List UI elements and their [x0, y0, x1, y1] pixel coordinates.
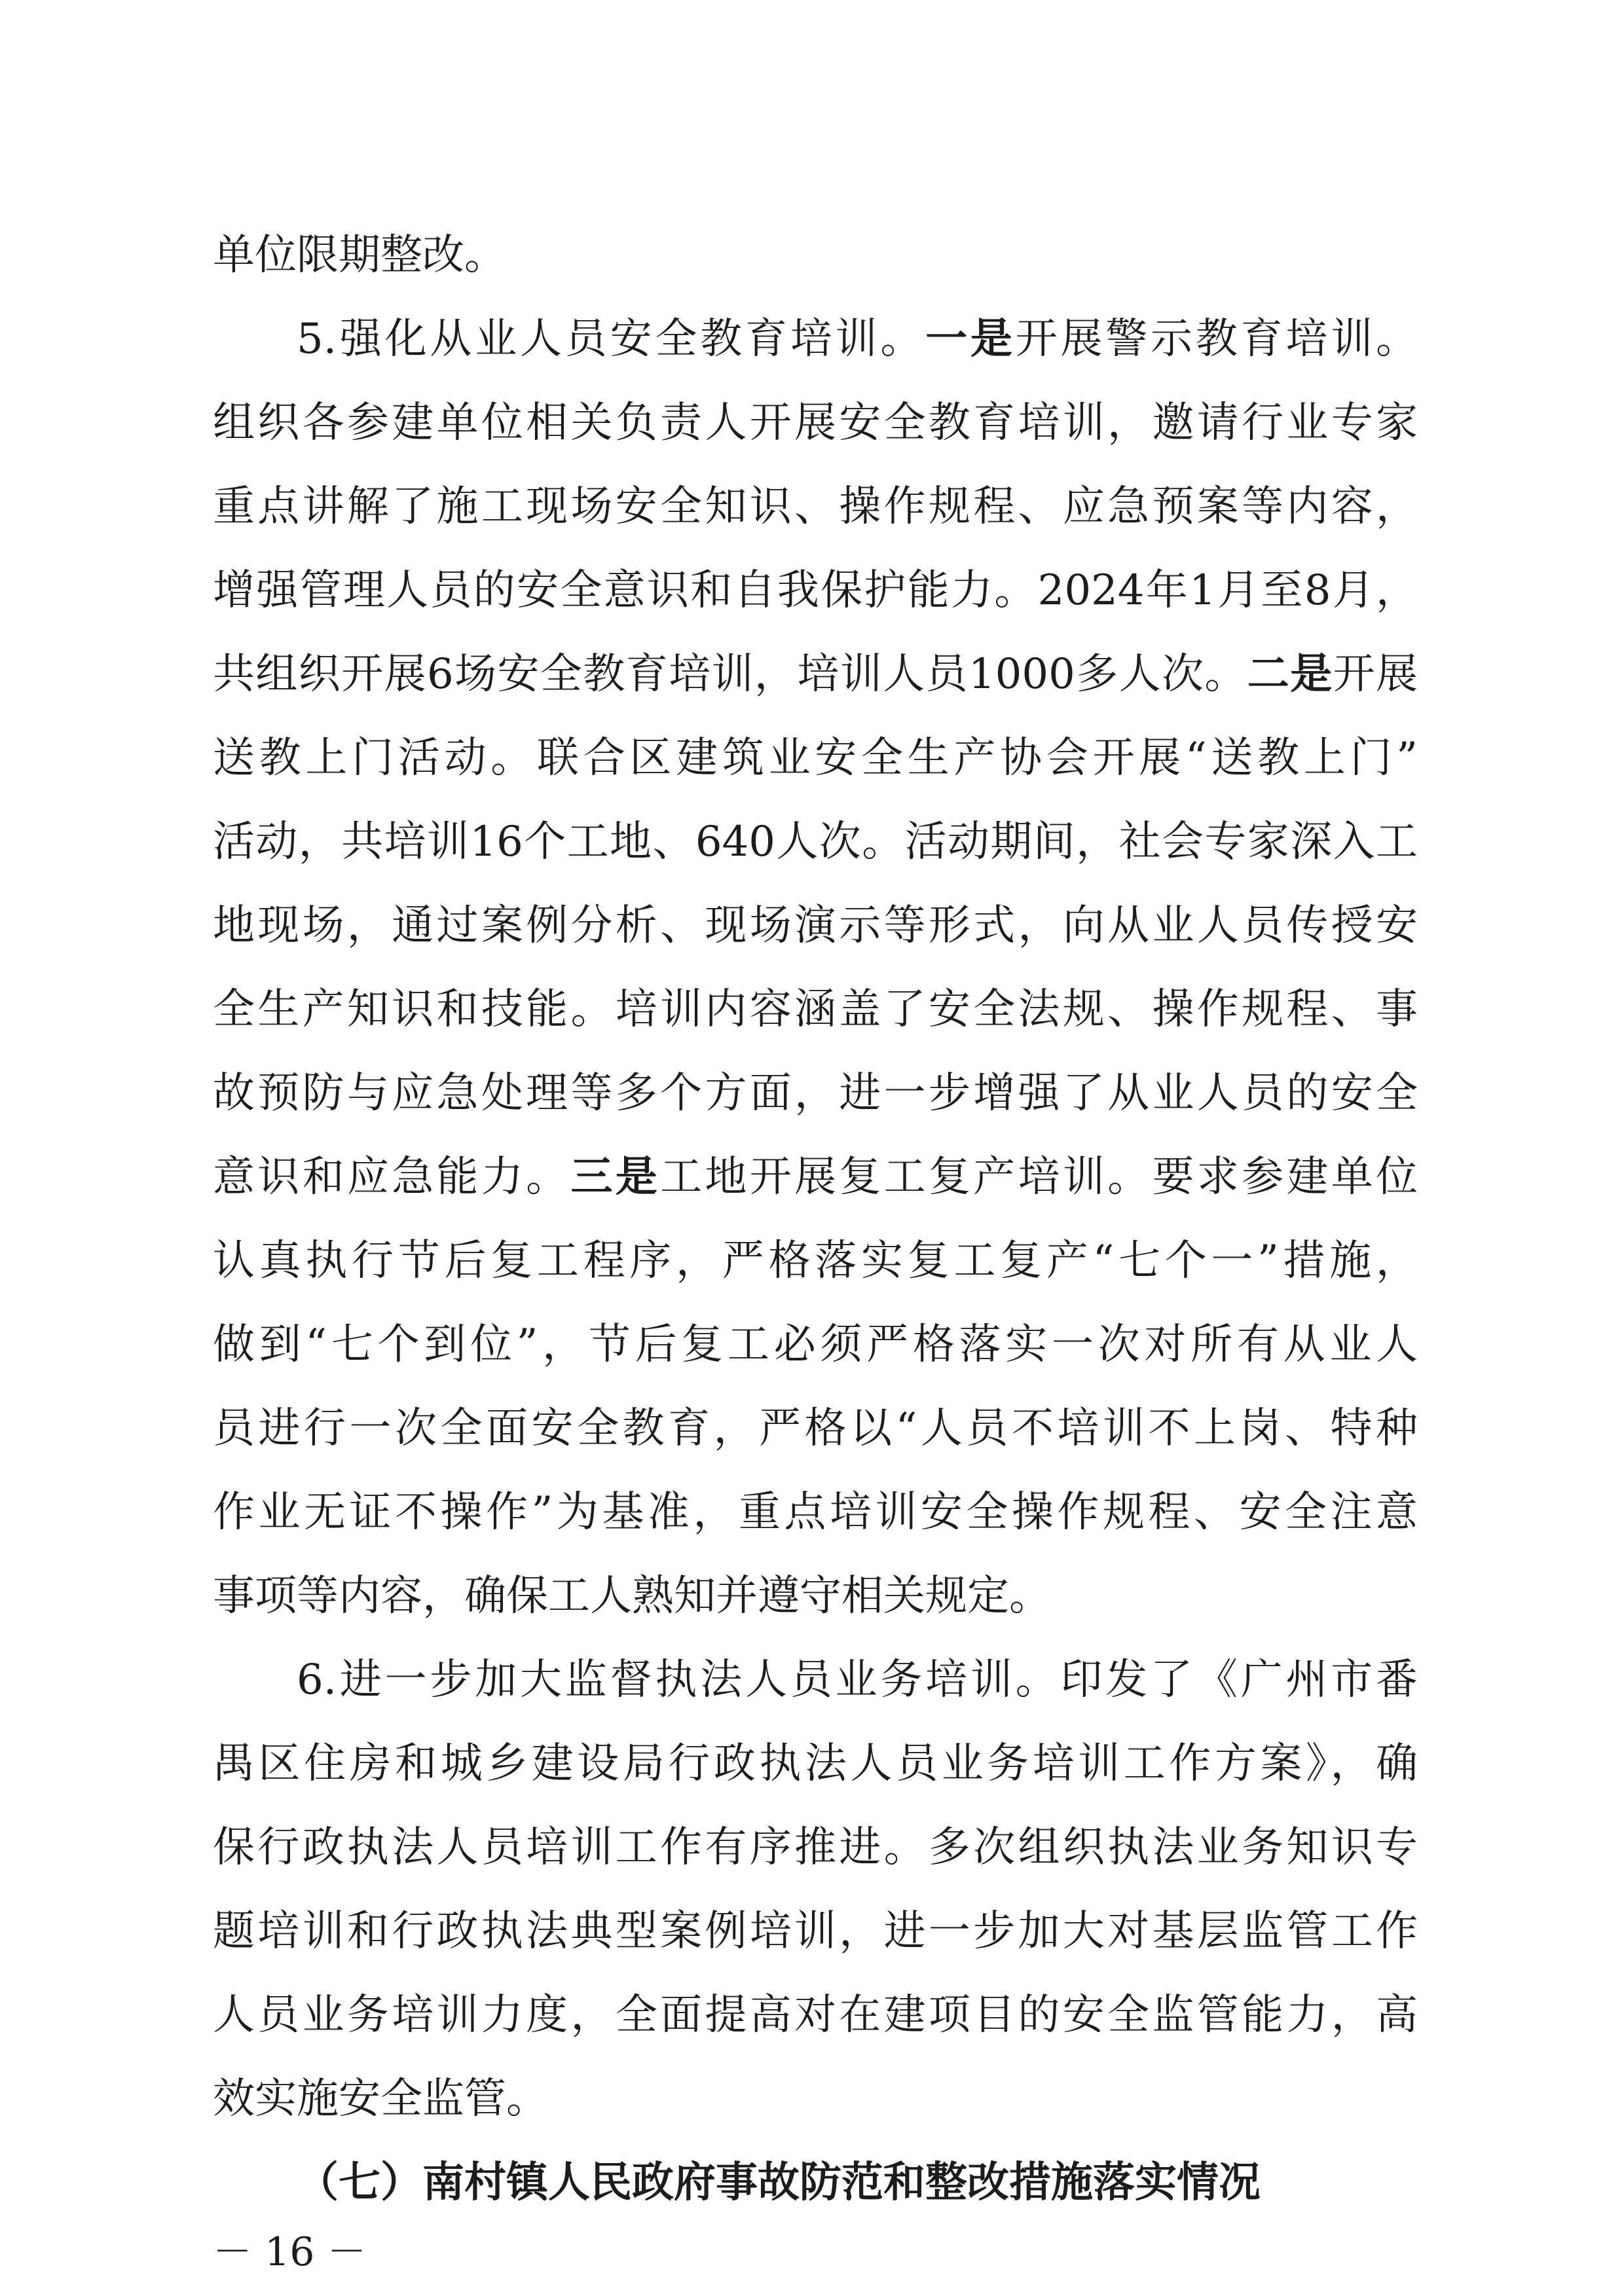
paragraph-line: 做到“七个到位”，节后复工必须严格落实一次对所有从业人: [213, 1321, 1418, 1369]
paragraph-line: 地现场，通过案例分析、现场演示等形式，向从业人员传授安: [213, 902, 1418, 950]
page-number: － 16 －: [213, 2229, 367, 2275]
paragraph-line: 意识和应急能力。三是工地开展复工复产培训。要求参建单位: [213, 1152, 1418, 1201]
paragraph-line: 单位限期整改。: [213, 231, 506, 280]
paragraph-line: 组织各参建单位相关负责人开展安全教育培训，邀请行业专家: [213, 399, 1418, 447]
paragraph-line: 事项等内容，确保工人熟知并遵守相关规定。: [213, 1572, 1051, 1620]
paragraph-line: 人员业务培训力度，全面提高对在建项目的安全监管能力，高: [213, 1991, 1418, 2039]
section-heading: （七）南村镇人民政府事故防范和整改措施落实情况: [297, 2158, 1261, 2207]
paragraph-line: 效实施安全监管。: [213, 2075, 548, 2123]
emphasis-text: 三是: [570, 1152, 661, 1201]
emphasis-text: 一是: [925, 314, 1016, 363]
emphasis-text: 二是: [1247, 649, 1333, 699]
paragraph-line: 重点讲解了施工现场安全知识、操作规程、应急预案等内容，: [213, 483, 1418, 531]
paragraph-line: 全生产知识和技能。培训内容涵盖了安全法规、操作规程、事: [213, 985, 1418, 1034]
paragraph-line: 认真执行节后复工程序，严格落实复工复产“七个一”措施，: [213, 1237, 1418, 1285]
paragraph-line: 保行政执法人员培训工作有序推进。多次组织执法业务知识专: [213, 1823, 1418, 1872]
paragraph-line: 题培训和行政执法典型案例培训，进一步加大对基层监管工作: [213, 1907, 1418, 1956]
paragraph-line: 活动，共培训16个工地、640人次。活动期间，社会专家深入工: [213, 818, 1418, 866]
paragraph-line: 送教上门活动。联合区建筑业安全生产协会开展“送教上门”: [213, 734, 1418, 782]
paragraph-line: 共组织开展6场安全教育培训，培训人员1000多人次。二是开展: [213, 649, 1418, 699]
paragraph-line: 6.进一步加大监督执法人员业务培训。印发了《广州市番: [297, 1656, 1418, 1704]
paragraph-line: 故预防与应急处理等多个方面，进一步增强了从业人员的安全: [213, 1069, 1418, 1118]
paragraph-line: 员进行一次全面安全教育，严格以“人员不培训不上岗、特种: [213, 1404, 1418, 1453]
paragraph-line: 禺区住房和城乡建设局行政执法人员业务培训工作方案》，确: [213, 1740, 1418, 1788]
paragraph-line: 5.强化从业人员安全教育培训。一是开展警示教育培训。: [297, 314, 1418, 363]
paragraph-line: 增强管理人员的安全意识和自我保护能力。2024年1月至8月，: [213, 566, 1418, 615]
paragraph-line: 作业无证不操作”为基准，重点培训安全操作规程、安全注意: [213, 1488, 1418, 1537]
